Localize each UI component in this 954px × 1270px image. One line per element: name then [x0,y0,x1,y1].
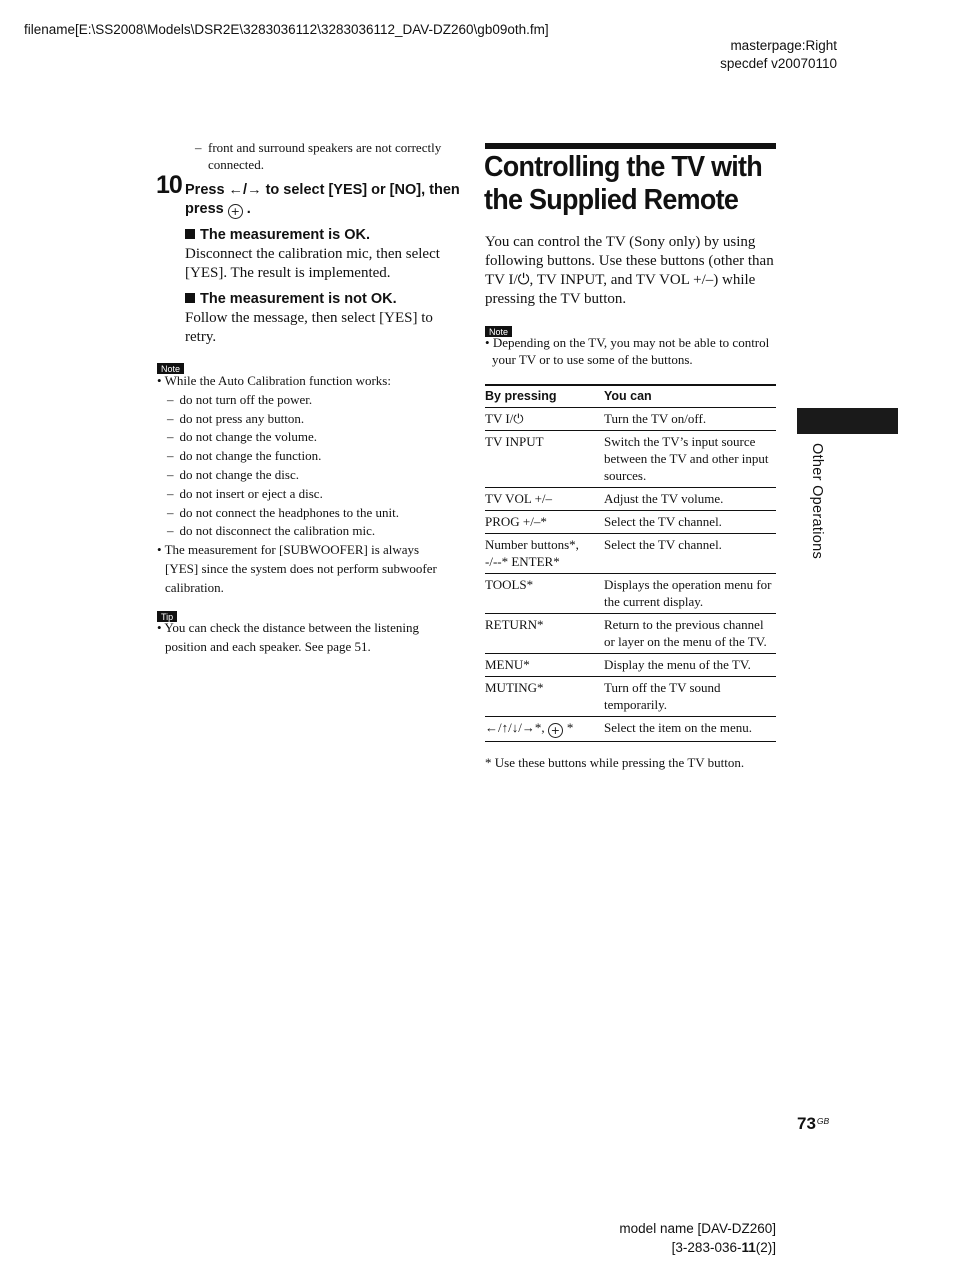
enter-button-icon: + [228,204,243,219]
ok-heading: The measurement is OK. [185,226,457,244]
note-list [157,372,457,598]
intro-paragraph: You can control the TV (Sony only) by using following buttons. Use these buttons (other than TV I/⏻, TV INPUT, and TV VOL +/–) while pressing the TV button. [485,234,774,307]
filename-header: filename[E:\SS2008\Models\DSR2E\3283036112\3283036112_DAV-DZ260\gb09oth.fm] [24,22,549,37]
table-row [485,408,776,431]
pressing-cell: TV INPUT [485,431,604,488]
pressing-cell: MUTING* [485,677,604,717]
section-side-label: Other Operations [809,443,825,560]
note-item-text: do not press any button. [179,410,305,426]
dash-marker: – [167,391,174,407]
note-intro: • While the Auto Calibration function works: [157,373,391,388]
table-row [485,614,776,654]
you-can-cell: Turn off the TV sound temporarily. [604,677,776,717]
note-badge: Note [157,359,184,377]
ok-section [185,226,457,283]
step-instruction [185,181,460,219]
note-dash-item [167,504,457,523]
table-body [485,408,776,742]
table-row [485,511,776,534]
pressing-cell: MENU* [485,654,604,677]
ok-text: Disconnect the calibration mic, then select [YES]. The result is implemented. [185,246,440,281]
pressing-cell: PROG +/–* [485,511,604,534]
table-row [485,488,776,511]
note-item-text: do not disconnect the calibration mic. [179,523,376,539]
dash-marker: – [167,466,174,482]
table-row [485,717,776,742]
note-dash-item [167,428,457,447]
model-name: model name [DAV-DZ260] [619,1221,776,1236]
col-by-pressing: By pressing [485,385,604,408]
pressing-cell: TV VOL +/– [485,488,604,511]
note-dash-item [167,485,457,504]
note-item-text: do not turn off the power. [179,391,313,407]
you-can-cell: Switch the TV’s input source between the TV and other input sources. [604,431,776,488]
page-suffix: GB [816,1116,830,1126]
table-row [485,677,776,717]
enter-button-icon: + [548,723,563,738]
you-can-cell: Turn the TV on/off. [604,408,776,431]
title-line-2: the Supplied Remote [484,184,739,216]
note-item-text: do not connect the headphones to the unit. [179,504,400,520]
you-can-cell: Return to the previous channel or layer on the menu of the TV. [604,614,776,654]
masterpage-label: masterpage:Right [730,38,837,53]
table-footnote: * Use these buttons while pressing the TV button. [485,755,745,770]
note-item-text: do not change the disc. [179,466,299,482]
note-items [157,391,457,541]
table-header-row [485,385,776,408]
square-bullet-icon [185,293,195,303]
page-number: $73^{GB}$ [797,1114,830,1133]
specdef-label: specdef v20070110 [720,56,837,71]
section-title [484,151,763,217]
note-dash-item [167,522,457,541]
note-right-text: • Depending on the TV, you may not be able to control your TV or to use some of the buttons. [485,335,770,367]
tip-text: • You can check the distance between the listening position and each speaker. See page 51. [157,620,419,654]
tv-controls-table [485,384,776,742]
dash-marker: – [167,448,174,464]
note-item-text: do not change the function. [179,448,322,464]
footer [619,1219,776,1257]
step-period: . [246,201,251,217]
note-dash-item [167,466,457,485]
you-can-cell: Select the TV channel. [604,511,776,534]
dash-marker: – [167,523,174,539]
you-can-cell: Displays the operation menu for the current display. [604,574,776,614]
section-side-tab [797,408,898,434]
tip-badge: Tip [157,607,177,625]
pressing-cell: RETURN* [485,614,604,654]
table-row [485,654,776,677]
dash-marker: – [167,485,174,501]
note-badge-right: Note [485,322,512,340]
note-dash-item [167,391,457,410]
note-dash-item [167,447,457,466]
step-line-2 [185,200,460,219]
step-number: 10 [156,171,182,199]
table-row [485,534,776,574]
continued-line-1: front and surround speakers are not correctly [208,140,442,155]
pressing-cell: ←/↑/↓/→*, + * [485,717,604,742]
continued-dash-item [195,139,465,173]
note-item-text: do not insert or eject a disc. [179,485,323,501]
step-line-1: Press ←/→ to select [YES] or [NO], then [185,182,460,198]
col-you-can: You can [604,385,776,408]
step-press-word: press [185,201,224,217]
pressing-cell: TOOLS* [485,574,604,614]
dash-marker: – [167,429,174,445]
dash-marker: – [195,140,202,155]
note-item-text: do not change the volume. [179,429,318,445]
not-ok-heading: The measurement is not OK. [185,290,457,308]
pressing-cell: Number buttons*, -/--* ENTER* [485,534,604,574]
table-row [485,574,776,614]
square-bullet-icon [185,229,195,239]
continued-line-2: connected. [208,157,264,172]
you-can-cell: Display the menu of the TV. [604,654,776,677]
title-rule [485,143,776,149]
title-line-1: Controlling the TV with [484,151,763,183]
note-dash-item [167,410,457,429]
you-can-cell: Adjust the TV volume. [604,488,776,511]
dash-marker: – [167,504,174,520]
masterpage-header [720,37,837,73]
you-can-cell: Select the TV channel. [604,534,776,574]
table-row [485,431,776,488]
not-ok-section [185,290,457,347]
note-subwoofer: • The measurement for [SUBWOOFER] is always [YES] since the system does not perform subwoofer calibration. [157,542,437,595]
dash-marker: – [167,410,174,426]
you-can-cell: Select the item on the menu. [604,717,776,742]
pressing-cell: TV I/⏻ [485,408,604,431]
part-code: [3-283-036-11(2)] [671,1240,776,1255]
not-ok-text: Follow the message, then select [YES] to retry. [185,310,433,345]
